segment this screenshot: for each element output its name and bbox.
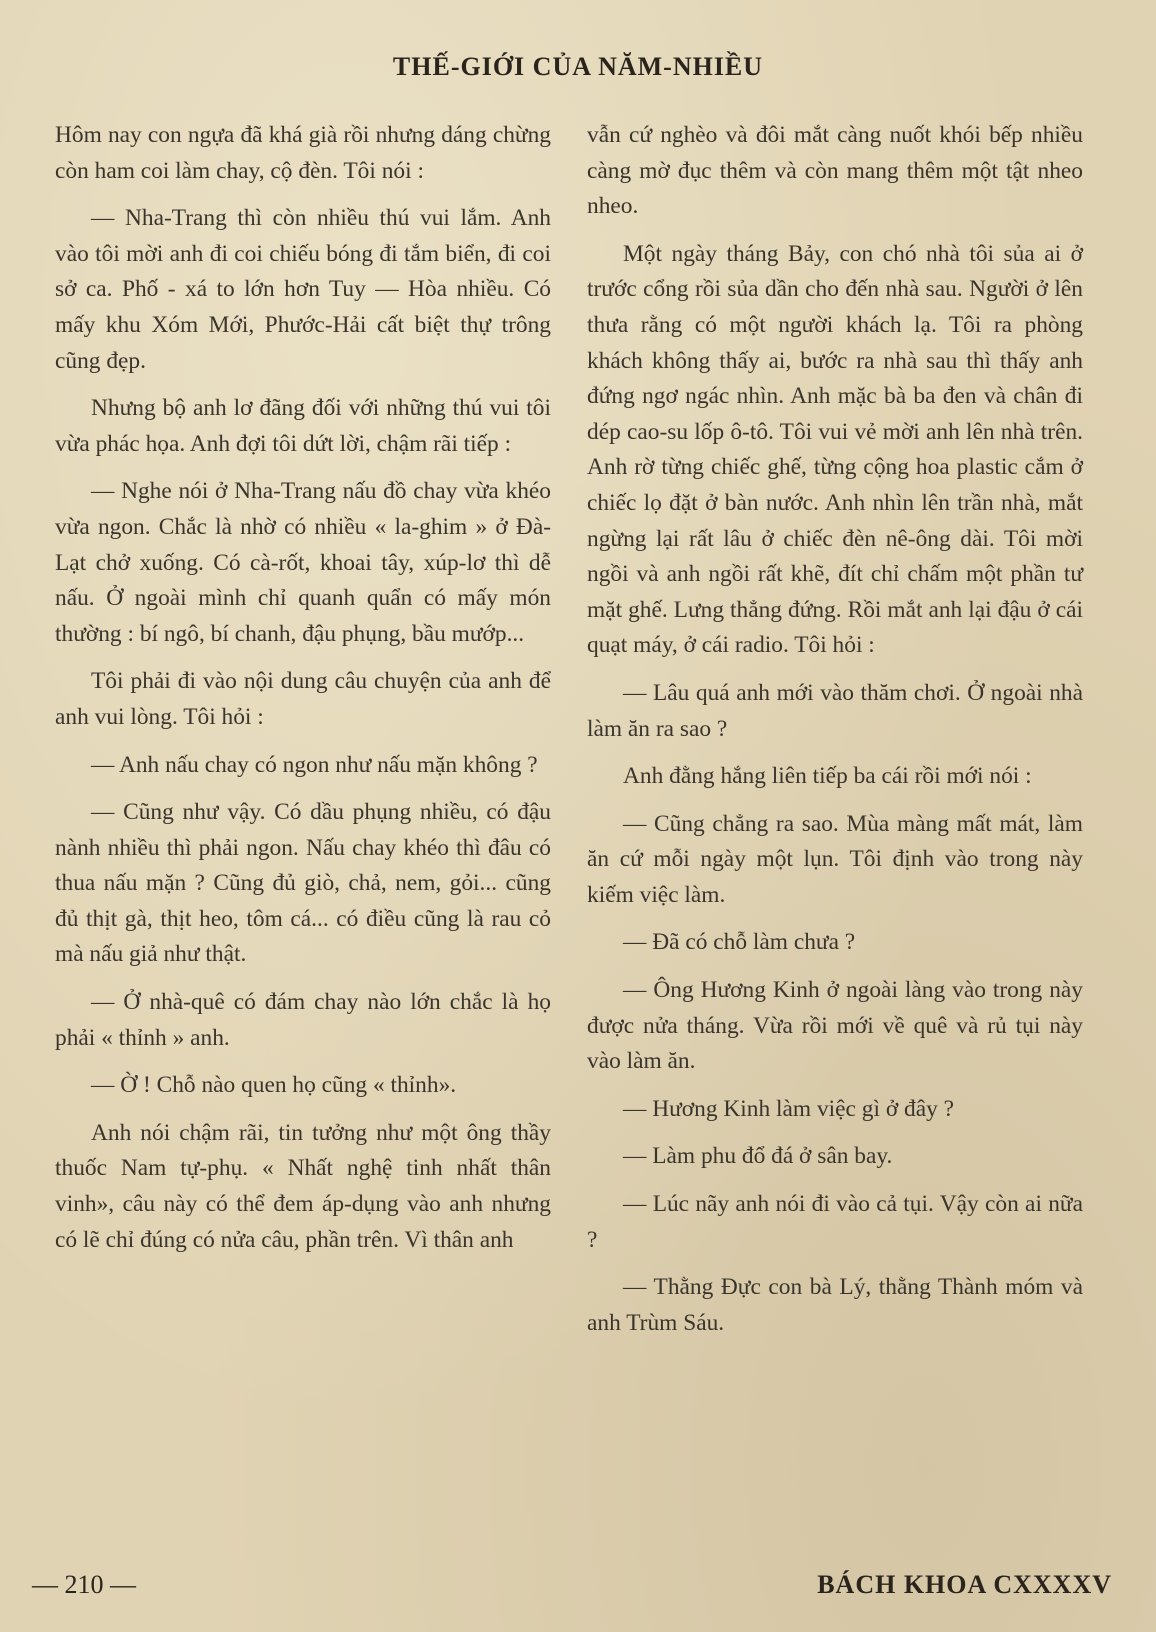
paragraph: Tôi phải đi vào nội dung câu chuyện của anh để anh vui lòng. Tôi hỏi : [55, 668, 551, 730]
right-column [587, 118, 1083, 1353]
publication-name: BÁCH KHOA CXXXXV [817, 1570, 1112, 1599]
paragraph: — Đã có chỗ làm chưa ? [623, 929, 856, 956]
left-column [55, 118, 551, 1270]
paragraph: vẫn cứ nghèo và đôi mắt càng nuốt khói bếp nhiều càng mờ đục thêm và còn mang thêm một tật nheo nheo. [587, 122, 1083, 220]
page-number: — 210 — [32, 1570, 136, 1599]
paragraph: Một ngày tháng Bảy, con chó nhà tôi sủa ai ở trước cổng rồi sủa dần cho đến nhà sau. Người ở lên thưa rằng có một người khách lạ. Tôi ra phòng khách không thấy ai, bước ra nhà sau thì thấy anh đứng ngơ ngác nhìn. Anh mặc bà ba đen và chân đi dép cao-su lốp ô-tô. Tôi vui vẻ mời anh lên nhà trên. Anh rờ từng chiếc ghế, từng cộng hoa plastic cắm ở chiếc lọ đặt ở bàn nước. Anh nhìn lên trần nhà, mắt ngừng lại rất lâu ở chiếc đèn nê-ông dài. Tôi mời ngồi và anh ngồi rất khẽ, đít chỉ chấm một phần tư mặt ghế. Lưng thẳng đứng. Rồi mắt anh lại đậu ở cái quạt máy, ở cái radio. Tôi hỏi : [587, 240, 1083, 659]
paragraph: — Nha-Trang thì còn nhiều thú vui lắm. Anh vào tôi mời anh đi coi chiếu bóng đi tắm biển, đi coi sở ca. Phố - xá to lớn hơn Tuy — Hòa nhiều. Có mấy khu Xóm Mới, Phước-Hải cất biệt thự trông cũng đẹp. [55, 205, 551, 374]
paragraph: — Ờ ! Chỗ nào quen họ cũng « thỉnh». [91, 1072, 457, 1099]
paragraph: Anh nói chậm rãi, tin tưởng như một ông thầy thuốc Nam tự-phụ. « Nhất nghệ tinh nhất thân vinh», câu này có thể đem áp-dụng vào anh nhưng có lẽ chỉ đúng có nửa câu, phần trên. Vì thân anh [55, 1119, 551, 1253]
paragraph: — Hương Kinh làm việc gì ở đây ? [623, 1095, 955, 1122]
paragraph: — Nghe nói ở Nha-Trang nấu đồ chay vừa khéo vừa ngon. Chắc là nhờ có nhiều « la-ghim » ở Đà-Lạt chở xuống. Có cà-rốt, khoai tây, xúp-lơ thì dễ nấu. Ở ngoài mình chỉ quanh quẩn có mấy món thường : bí ngô, bí chanh, đậu phụng, bầu mướp... [55, 478, 551, 647]
paragraph: — Thằng Đực con bà Lý, thằng Thành móm và anh Trùm Sáu. [587, 1274, 1083, 1336]
paragraph: Anh đằng hắng liên tiếp ba cái rồi mới nói : [623, 763, 1032, 790]
paragraph: Hôm nay con ngựa đã khá già rồi nhưng dáng chừng còn ham coi làm chay, cộ đèn. Tôi nói : [55, 122, 551, 184]
paragraph: — Anh nấu chay có ngon như nấu mặn không ? [91, 751, 538, 778]
paragraph: — Lâu quá anh mới vào thăm chơi. Ở ngoài nhà làm ăn ra sao ? [587, 679, 1083, 742]
running-title: THẾ-GIỚI CỦA NĂM-NHIỀU [392, 52, 764, 81]
paragraph: — Cũng chẳng ra sao. Mùa màng mất mát, làm ăn cứ mỗi ngày một lụn. Tôi định vào trong này kiếm việc làm. [587, 810, 1083, 908]
paragraph: Nhưng bộ anh lơ đãng đối với những thú vui tôi vừa phác họa. Anh đợi tôi dứt lời, chậm rãi tiếp : [55, 395, 551, 457]
paragraph: — Lúc nãy anh nói đi vào cả tụi. Vậy còn ai nữa ? [587, 1191, 1083, 1253]
paragraph: — Làm phu đổ đá ở sân bay. [623, 1143, 893, 1170]
paragraph: — Ở nhà-quê có đám chay nào lớn chắc là họ phải « thỉnh » anh. [55, 989, 551, 1051]
paragraph: — Cũng như vậy. Có dầu phụng nhiều, có đậu nành nhiều thì phải ngon. Nấu chay khéo thì đâu có thua nấu mặn ? Cũng đủ giò, chả, nem, gỏi... cũng đủ thịt gà, thịt heo, tôm cá... có điều cũng là rau cỏ mà nấu giả như thật. [55, 799, 551, 968]
paragraph: — Ông Hương Kinh ở ngoài làng vào trong này được nửa tháng. Vừa rồi mới về quê và rủ tụi này vào làm ăn. [587, 977, 1083, 1075]
